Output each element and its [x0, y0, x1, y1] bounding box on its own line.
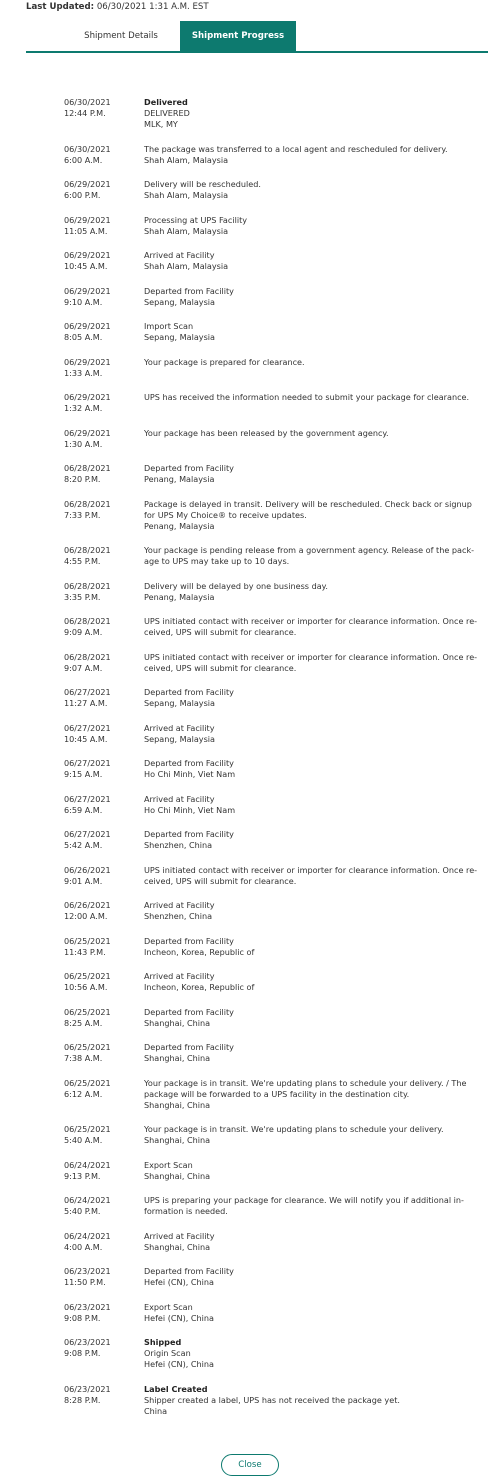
event-datetime	[64, 1302, 142, 1324]
event-text-line: Arrived at Facility	[144, 722, 215, 733]
event-datetime	[64, 1078, 142, 1100]
event-description	[144, 1007, 474, 1029]
event-text-line: Shanghai, China	[144, 1017, 211, 1028]
event-time: 6:12 A.M.	[64, 1088, 103, 1099]
event-time: 7:33 P.M.	[64, 509, 101, 520]
progress-row	[0, 392, 500, 428]
event-datetime	[64, 936, 142, 958]
event-date: 06/24/2021	[64, 1195, 111, 1205]
event-text-line: The package was transferred to a local agent and rescheduled for delivery.	[144, 143, 448, 154]
event-text-line: Incheon, Korea, Republic of	[144, 946, 255, 957]
event-text-line: UPS is preparing your package for clearance. We will notify you if additional in-	[144, 1195, 464, 1205]
event-time: 4:00 A.M.	[64, 1241, 103, 1252]
event-date: 06/28/2021	[64, 463, 111, 473]
event-description	[144, 1384, 474, 1417]
event-datetime	[64, 321, 142, 343]
event-time: 8:05 A.M.	[64, 332, 103, 342]
event-text-line: Departed from Facility	[144, 758, 234, 768]
event-description	[144, 179, 474, 201]
event-text-line: Shipper created a label, UPS has not received the package yet.	[144, 1394, 400, 1405]
event-text-line: UPS initiated contact with receiver or importer for clearance information. Once re-	[144, 864, 478, 875]
event-text-line: Processing at UPS Facility	[144, 214, 248, 225]
event-text-line: formation is needed.	[144, 1206, 228, 1216]
event-datetime	[64, 1007, 142, 1029]
event-text-line: Shah Alam, Malaysia	[144, 190, 229, 200]
event-text-line: Shanghai, China	[144, 1135, 211, 1145]
event-date: 06/29/2021	[64, 321, 111, 331]
event-description	[144, 545, 474, 567]
event-text-line: Your package is in transit. We're updating plans to schedule your delivery. / The	[144, 1077, 467, 1088]
event-time: 4:55 P.M.	[64, 556, 101, 566]
event-text-line: Your package is in transit. We're updating plans to schedule your delivery.	[144, 1124, 444, 1134]
last-updated-value: 06/30/2021 1:31 A.M. EST	[96, 2, 209, 12]
event-date: 06/29/2021	[64, 356, 111, 367]
event-text-line: Shanghai, China	[144, 1099, 211, 1110]
event-text-line: Arrived at Facility	[144, 793, 215, 804]
event-time: 1:32 A.M.	[64, 403, 103, 413]
event-datetime	[64, 971, 142, 993]
event-datetime	[64, 1266, 142, 1288]
progress-row	[0, 321, 500, 357]
last-updated	[26, 2, 209, 12]
event-text-line: Sepang, Malaysia	[144, 332, 215, 342]
event-text-line: China	[144, 1405, 168, 1416]
event-date: 06/28/2021	[64, 580, 111, 591]
event-text-line: Departed from Facility	[144, 463, 234, 473]
event-date: 06/27/2021	[64, 829, 111, 839]
event-date: 06/23/2021	[64, 1301, 111, 1312]
event-time: 9:08 P.M.	[64, 1348, 101, 1358]
progress-row	[0, 616, 500, 652]
event-time: 10:45 A.M.	[64, 733, 108, 744]
event-time: 7:38 A.M.	[64, 1053, 103, 1063]
event-datetime	[64, 865, 142, 887]
event-date: 06/28/2021	[64, 651, 111, 662]
event-date: 06/27/2021	[64, 793, 111, 804]
event-description	[144, 651, 478, 674]
event-text-line: Shanghai, China	[144, 1053, 211, 1063]
footer	[0, 1452, 500, 1476]
event-date: 06/25/2021	[64, 971, 111, 981]
event-description	[144, 250, 474, 272]
event-datetime	[64, 616, 142, 638]
event-time: 9:07 A.M.	[64, 662, 103, 673]
event-text-line: Departed from Facility	[144, 687, 234, 697]
event-text-line: UPS initiated contact with receiver or importer for clearance information. Once re-	[144, 651, 478, 662]
event-text-line: Departed from Facility	[144, 1042, 234, 1052]
event-date: 06/29/2021	[64, 214, 111, 225]
event-status-title: Delivered	[144, 97, 188, 107]
progress-row	[0, 499, 500, 546]
event-text-line: Shah Alam, Malaysia	[144, 261, 229, 271]
event-description	[144, 1124, 474, 1146]
event-text-line: Shah Alam, Malaysia	[144, 154, 229, 165]
event-date: 06/28/2021	[64, 616, 111, 626]
event-datetime	[64, 1042, 142, 1064]
event-datetime	[64, 1231, 142, 1253]
event-text-line: Sepang, Malaysia	[144, 296, 215, 307]
event-time: 9:09 A.M.	[64, 627, 103, 637]
event-date: 06/29/2021	[64, 392, 111, 402]
event-text-line: Delivery will be rescheduled.	[144, 179, 261, 189]
event-datetime	[64, 723, 142, 745]
progress-row	[0, 179, 500, 215]
event-date: 06/25/2021	[64, 1006, 111, 1017]
event-datetime	[64, 1124, 142, 1146]
event-time: 9:13 P.M.	[64, 1170, 101, 1181]
event-text-line: Sepang, Malaysia	[144, 698, 215, 708]
event-description	[144, 829, 474, 851]
event-description	[144, 1042, 474, 1064]
progress-row	[0, 1160, 500, 1196]
event-time: 6:00 P.M.	[64, 190, 101, 200]
progress-row	[0, 794, 500, 830]
close-button[interactable]: Close	[221, 1454, 279, 1476]
event-text-line: Shenzhen, China	[144, 840, 213, 850]
event-datetime	[64, 357, 142, 379]
event-date: 06/30/2021	[64, 97, 111, 107]
progress-row	[0, 1195, 500, 1231]
event-datetime	[64, 758, 142, 780]
event-description	[144, 1078, 474, 1111]
event-date: 06/26/2021	[64, 900, 111, 910]
progress-row	[0, 936, 500, 972]
event-text-line: Delivery will be delayed by one business day.	[144, 580, 328, 591]
progress-row	[0, 1231, 500, 1267]
event-text-line: Hefei (CN), China	[144, 1359, 215, 1369]
progress-row	[0, 357, 500, 393]
event-time: 11:05 A.M.	[64, 225, 108, 236]
event-text-line: Your package is pending release from a government agency. Release of the pack-	[144, 545, 475, 555]
event-datetime	[64, 1337, 142, 1359]
event-time: 10:45 A.M.	[64, 261, 108, 271]
event-text-line: ceived, UPS will submit for clearance.	[144, 627, 297, 637]
event-time: 6:59 A.M.	[64, 804, 103, 815]
progress-row	[0, 652, 500, 688]
progress-row	[0, 463, 500, 499]
progress-row	[0, 1124, 500, 1160]
event-text-line: Penang, Malaysia	[144, 520, 215, 531]
event-date: 06/25/2021	[64, 1077, 111, 1088]
progress-row	[0, 723, 500, 759]
event-text-line: for UPS My Choice® to receive updates.	[144, 509, 307, 520]
progress-row	[0, 250, 500, 286]
event-datetime	[64, 687, 142, 709]
event-description	[144, 97, 474, 130]
event-date: 06/25/2021	[64, 1124, 111, 1134]
event-time: 6:00 A.M.	[64, 154, 103, 165]
tab-shipment-details[interactable]: Shipment Details	[84, 31, 158, 41]
event-date: 06/28/2021	[64, 545, 111, 555]
event-text-line: Export Scan	[144, 1159, 193, 1170]
event-date: 06/30/2021	[64, 143, 111, 154]
progress-row	[0, 1007, 500, 1043]
event-time: 12:00 A.M.	[64, 911, 108, 921]
event-description	[144, 286, 474, 308]
event-description	[144, 215, 474, 237]
event-description	[144, 428, 474, 439]
event-time: 9:01 A.M.	[64, 875, 103, 886]
progress-row	[0, 581, 500, 617]
event-date: 06/23/2021	[64, 1337, 111, 1347]
progress-row	[0, 545, 500, 581]
event-time: 12:44 P.M.	[64, 108, 106, 118]
progress-row	[0, 1266, 500, 1302]
event-description	[144, 1160, 474, 1182]
event-description	[144, 499, 474, 532]
event-text-line: Departed from Facility	[144, 285, 234, 296]
event-datetime	[64, 392, 142, 414]
event-text-line: Shanghai, China	[144, 1170, 211, 1181]
event-datetime	[64, 900, 142, 922]
event-time: 10:56 A.M.	[64, 982, 108, 992]
event-datetime	[64, 250, 142, 272]
event-text-line: DELIVERED	[144, 108, 190, 118]
event-time: 8:25 A.M.	[64, 1017, 103, 1028]
event-description	[144, 864, 478, 887]
event-time: 9:08 P.M.	[64, 1312, 101, 1323]
event-text-line: MLK, MY	[144, 119, 178, 129]
event-description	[144, 463, 474, 485]
event-description	[144, 1195, 474, 1217]
event-text-line: Arrived at Facility	[144, 971, 215, 981]
event-date: 06/24/2021	[64, 1230, 111, 1241]
event-datetime	[64, 463, 142, 485]
event-text-line: Your package is prepared for clearance.	[144, 356, 305, 367]
event-date: 06/29/2021	[64, 427, 111, 438]
progress-list	[0, 97, 500, 1430]
event-time: 5:42 A.M.	[64, 840, 103, 850]
event-datetime	[64, 794, 142, 816]
event-date: 06/27/2021	[64, 722, 111, 733]
event-text-line: Your package has been released by the government agency.	[144, 427, 389, 438]
event-datetime	[64, 1384, 142, 1406]
event-description	[144, 581, 474, 603]
event-date: 06/29/2021	[64, 179, 111, 189]
progress-row	[0, 97, 500, 144]
event-text-line: Hefei (CN), China	[144, 1277, 215, 1287]
event-text-line: ceived, UPS will submit for clearance.	[144, 662, 297, 673]
progress-row	[0, 971, 500, 1007]
event-description	[144, 971, 474, 993]
event-description	[144, 357, 474, 368]
event-text-line: Arrived at Facility	[144, 1230, 215, 1241]
event-description	[144, 723, 474, 745]
progress-row	[0, 1384, 500, 1431]
progress-row	[0, 286, 500, 322]
event-description	[144, 144, 474, 166]
progress-row	[0, 1337, 500, 1384]
event-time: 9:15 A.M.	[64, 769, 103, 779]
progress-row	[0, 1042, 500, 1078]
event-date: 06/25/2021	[64, 1042, 111, 1052]
event-text-line: Departed from Facility	[144, 1006, 234, 1017]
event-text-line: Departed from Facility	[144, 1266, 234, 1276]
event-description	[144, 392, 474, 403]
event-text-line: UPS initiated contact with receiver or importer for clearance information. Once re-	[144, 616, 478, 626]
event-description	[144, 1337, 474, 1370]
event-text-line: Penang, Malaysia	[144, 474, 215, 484]
event-date: 06/23/2021	[64, 1383, 111, 1394]
event-text-line: Hefei (CN), China	[144, 1312, 215, 1323]
event-text-line: Import Scan	[144, 321, 194, 331]
event-datetime	[64, 545, 142, 567]
event-time: 8:20 P.M.	[64, 474, 101, 484]
event-text-line: package will be forwarded to a UPS facility in the destination city.	[144, 1088, 410, 1099]
event-datetime	[64, 215, 142, 237]
event-datetime	[64, 1195, 142, 1217]
progress-row	[0, 900, 500, 936]
tab-shipment-progress[interactable]: Shipment Progress	[180, 21, 296, 51]
event-text-line: Shenzhen, China	[144, 911, 213, 921]
tab-bar	[26, 21, 488, 53]
progress-row	[0, 1078, 500, 1125]
event-description	[144, 900, 474, 922]
event-description	[144, 321, 474, 343]
progress-row	[0, 865, 500, 901]
event-text-line: Arrived at Facility	[144, 250, 215, 260]
event-datetime	[64, 286, 142, 308]
event-date: 06/25/2021	[64, 935, 111, 946]
last-updated-label: Last Updated:	[26, 2, 95, 12]
progress-row	[0, 428, 500, 464]
event-date: 06/23/2021	[64, 1266, 111, 1276]
event-text-line: Origin Scan	[144, 1348, 191, 1358]
event-description	[144, 794, 474, 816]
event-description	[144, 1231, 474, 1253]
event-status-title: Shipped	[144, 1337, 182, 1347]
event-date: 06/27/2021	[64, 758, 111, 768]
event-time: 1:33 A.M.	[64, 367, 103, 378]
event-text-line: Sepang, Malaysia	[144, 733, 215, 744]
event-date: 06/29/2021	[64, 250, 111, 260]
event-datetime	[64, 829, 142, 851]
event-date: 06/26/2021	[64, 864, 111, 875]
event-description	[144, 936, 474, 958]
event-text-line: Shanghai, China	[144, 1241, 211, 1252]
event-time: 5:40 P.M.	[64, 1206, 101, 1216]
event-time: 11:27 A.M.	[64, 698, 108, 708]
event-datetime	[64, 97, 142, 119]
progress-row	[0, 829, 500, 865]
event-description	[144, 687, 474, 709]
event-date: 06/27/2021	[64, 687, 111, 697]
event-datetime	[64, 499, 142, 521]
event-text-line: ceived, UPS will submit for clearance.	[144, 875, 297, 886]
event-text-line: Shah Alam, Malaysia	[144, 225, 229, 236]
event-date: 06/29/2021	[64, 285, 111, 296]
event-text-line: Ho Chi Minh, Viet Nam	[144, 804, 236, 815]
event-description	[144, 758, 474, 780]
event-text-line: Arrived at Facility	[144, 900, 215, 910]
event-text-line: age to UPS may take up to 10 days.	[144, 556, 290, 566]
event-datetime	[64, 179, 142, 201]
event-time: 5:40 A.M.	[64, 1135, 103, 1145]
event-datetime	[64, 652, 142, 674]
event-text-line: Ho Chi Minh, Viet Nam	[144, 769, 236, 779]
event-date: 06/24/2021	[64, 1159, 111, 1170]
event-datetime	[64, 581, 142, 603]
event-datetime	[64, 428, 142, 450]
event-time: 8:28 P.M.	[64, 1394, 101, 1405]
event-status-title: Label Created	[144, 1383, 208, 1394]
event-time: 3:35 P.M.	[64, 591, 101, 602]
event-text-line: Departed from Facility	[144, 829, 234, 839]
event-time: 11:43 P.M.	[64, 946, 106, 957]
event-time: 1:30 A.M.	[64, 438, 103, 449]
progress-row	[0, 758, 500, 794]
event-datetime	[64, 144, 142, 166]
progress-row	[0, 144, 500, 180]
event-date: 06/28/2021	[64, 498, 111, 509]
event-description	[144, 1266, 474, 1288]
event-text-line: Departed from Facility	[144, 935, 234, 946]
event-text-line: Penang, Malaysia	[144, 591, 215, 602]
event-text-line: Package is delayed in transit. Delivery will be rescheduled. Check back or signup	[144, 498, 472, 509]
event-time: 9:10 A.M.	[64, 296, 103, 307]
event-description	[144, 616, 478, 638]
progress-row	[0, 1302, 500, 1338]
progress-row	[0, 687, 500, 723]
event-description	[144, 1302, 474, 1324]
event-text-line: Export Scan	[144, 1301, 193, 1312]
progress-row	[0, 215, 500, 251]
event-text-line: UPS has received the information needed to submit your package for clearance.	[144, 392, 470, 402]
event-datetime	[64, 1160, 142, 1182]
event-time: 11:50 P.M.	[64, 1277, 106, 1287]
event-text-line: Incheon, Korea, Republic of	[144, 982, 255, 992]
